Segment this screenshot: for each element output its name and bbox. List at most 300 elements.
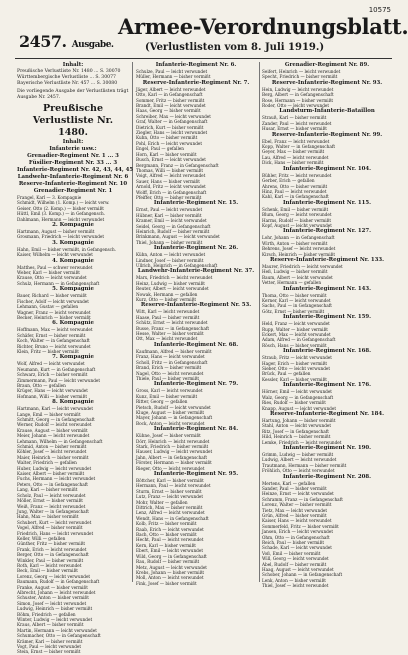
casualty-entry: Hörner, Emil — leicht verwundet (262, 389, 332, 395)
casualty-entry: Brand, Erich — bisher vermißt (136, 365, 202, 371)
issue-suffix: Ausgabe. (71, 40, 114, 50)
casualty-entry: Frank, Erich — leicht verwundet (17, 546, 87, 552)
casualty-entry: Scholl, Fritz — in Gefangenschaft (136, 359, 208, 365)
casualty-entry: Wagner, Franz — leicht verwundet (17, 309, 91, 315)
casualty-entry: Pfeiffer, Otto — bisher vermißt (136, 194, 202, 200)
unit-heading: Infanterie usw.: (49, 146, 97, 152)
casualty-entry: Horn, Karl — bisher vermißt (136, 151, 197, 157)
casualty-entry: Eckert, Max — leicht verwundet (262, 332, 331, 338)
casualty-entry: Lutz, Franz — leicht verwundet (136, 494, 204, 500)
casualty-entry: Maier, Heinrich — bisher vermißt (17, 454, 89, 460)
casualty-entry: Dahlmann, Hermann — leicht verwundet (17, 216, 105, 222)
casualty-entry: Hager, Erich — bisher vermißt (262, 360, 328, 366)
casualty-entry: Becker, Heinrich — bisher vermißt (17, 314, 91, 320)
casualty-entry: Schober, Johann — in Gefangenschaft (262, 572, 343, 578)
casualty-entry: Voigt, Alfred — leicht verwundet (136, 173, 206, 179)
casualty-entry: Otto, Karl — in Gefangenschaft (136, 92, 203, 98)
column-3 (262, 62, 392, 589)
unit-heading: Infanterie-Regiment Nr. 79. (153, 381, 239, 388)
casualty-entry: Schubert, Kurt — leicht verwundet (17, 519, 92, 525)
casualty-entry: Held, Franz — leicht verwundet (262, 321, 330, 327)
casualty-entry: Mertens, Karl — gefallen (262, 480, 316, 486)
casualty-list-column-2 (136, 62, 256, 586)
unit-heading: Reserve-Infanterie-Regiment Nr. 133. (270, 256, 384, 263)
casualty-entry: Hüttl, Emil (3. Komp.) — in Gefangensch. (17, 211, 106, 217)
casualty-entry: Müller, Hermann — bisher vermißt (136, 74, 211, 80)
casualty-entry: Lorenz, Georg — leicht verwundet (17, 573, 91, 579)
casualty-entry: Kolb, Fritz — bisher vermißt (136, 521, 197, 527)
unit-heading: 5. Kompagnie (52, 286, 94, 293)
unit-heading: Reserve-Infanterie-Regiment Nr. 99. (271, 131, 383, 138)
casualty-entry: Neumann, Kurt — in Gefangenschaft (17, 366, 96, 372)
casualty-entry: Kerner, Karl — leicht verwundet (262, 298, 331, 303)
casualty-entry: Ziegler, Hans — leicht verwundet (136, 130, 208, 136)
casualty-entry: Fröhlich, Otto — leicht verwundet (262, 468, 335, 474)
casualty-entry: Hübner, Karl — bisher vermißt (136, 212, 202, 218)
unit-heading: Reserve-Infanterie-Regiment Nr. 184. (270, 410, 384, 417)
casualty-entry: Lohr, Johann — in Gefangenschaft (262, 235, 335, 241)
casualty-entry: Harms, Rudolf — bisher vermißt (262, 217, 332, 223)
casualty-entry: Simon, Josef — leicht verwundet (17, 600, 87, 606)
casualty-entry: Götz, Ernst — bisher vermißt (262, 308, 325, 314)
casualty-entry: Wirth, Anton — bisher vermißt (262, 240, 328, 246)
unit-heading: Füsilier-Regiment Nr. 33 ... 3 (28, 160, 118, 166)
unit-heading: 8. Kompagnie (52, 399, 94, 406)
casualty-entry: Stark, Friedrich — bisher vermißt (136, 443, 209, 449)
casualty-entry: Köhler, Josef — leicht verwundet (17, 449, 87, 455)
casualty-entry: Wolff, Erich — in Gefangenschaft (136, 189, 207, 195)
unit-heading: Grenadier-Regiment Nr. 1 ... 3 (27, 153, 119, 159)
casualty-entry: Stahl, Anton — leicht verwundet (262, 423, 332, 429)
casualty-entry: Keller, Willi — gefallen (17, 535, 66, 541)
unit-heading: Infanterie-Regiment Nr. 26. (153, 245, 239, 252)
unit-heading: Infanterie-Regiment Nr. 208. (283, 473, 371, 480)
casualty-entry: Behrens, Josef — leicht verwundet (262, 246, 336, 252)
casualty-entry: Nowak, Hermann — gefallen (136, 291, 198, 297)
casualty-entry: Lau, Alfred — leicht verwundet (262, 154, 329, 160)
issue-number-value: 2457. (19, 32, 67, 51)
casualty-entry: Thiele, Paul — bisher vermißt (136, 375, 200, 381)
casualty-entry: Marx, Friedrich — leicht verwundet (136, 275, 213, 281)
casualty-entry: Hein, Ludwig — leicht verwundet (262, 86, 334, 92)
casualty-entry: Witt, Karl — leicht verwundet (136, 309, 200, 315)
casualty-entry: Zander, Paul — leicht verwundet (262, 120, 332, 126)
casualty-entry: Reich, Paul — bisher vermißt (262, 540, 324, 546)
toc-list (17, 69, 129, 87)
casualty-entry: Trautmann, Hermann — bisher vermißt (262, 462, 347, 468)
casualty-entry: Sommerfeld, Fritz — bisher vermißt (262, 523, 339, 529)
casualty-entry: Hahn, Emil — bisher vermißt, in Gefangensch. (17, 246, 117, 252)
casualty-entry: Hartmann, Karl — leicht verwundet (17, 406, 94, 412)
casualty-entry: Metz, August — leicht verwundet (136, 564, 207, 570)
unit-heading: Infanterie-Regiment Nr. 143. (283, 285, 371, 292)
unit-heading: Infanterie-Regiment Nr. 104. (283, 165, 371, 172)
casualty-entry: Hild, Heinrich — bisher vermißt (262, 434, 331, 440)
casualty-entry: Kaiser, Hans — leicht verwundet (262, 518, 332, 524)
casualty-entry: Jäger, Albert — leicht verwundet (136, 86, 206, 92)
casualty-entry: Meier, Johann — leicht verwundet (17, 433, 90, 439)
unit-heading: Reserve-Infanterie-Regiment Nr. 10 (18, 181, 128, 187)
casualty-entry: Ott, Max — leicht verwundet (136, 336, 198, 342)
casualty-entry: Ohm, Otto — in Gefangenschaft (262, 534, 330, 540)
casualty-entry: Winkler, Paul — bisher vermißt (17, 557, 84, 563)
casualty-entry: Ries, Rudolf — bisher vermißt (262, 400, 326, 406)
casualty-entry: Franz, Hans — leicht verwundet (136, 354, 205, 360)
casualty-entry: Lenk, Anton — bisher vermißt (262, 577, 326, 583)
casualty-entry: Lemke, Friedrich — leicht verwundet (262, 439, 342, 445)
casualty-entry: Heinrich, Rudolf — bisher vermißt (136, 228, 210, 234)
casualty-entry: Schade, Karl — leicht verwundet (262, 545, 332, 551)
casualty-entry: Baum, Albert — leicht verwundet (262, 274, 333, 280)
casualty-entry: Hahn, Max — bisher vermißt (17, 514, 79, 520)
casualty-entry: Gross, Karl — leicht verwundet (136, 388, 203, 394)
casualty-entry: Bach, Otto — bisher vermißt (136, 532, 197, 538)
casualty-entry: Geiser, Otto (2. Komp.) — bisher vermißt (17, 205, 104, 211)
casualty-entry: Krüger, Hans — leicht verwundet (17, 388, 88, 394)
casualty-entry: Sauer, Hans — bisher vermißt (136, 178, 200, 184)
casualty-entry: Fink, Josef — bisher vermißt (136, 580, 197, 586)
casualty-entry: Dick, Hans — bisher vermißt (262, 160, 324, 166)
casualty-entry: Tietz, Max — leicht verwundet (262, 507, 328, 513)
casualty-entry: Hesse, Walter — bisher vermißt (136, 331, 204, 337)
casualty-entry: Roth, Karl — leicht verwundet (17, 562, 82, 568)
casualty-entry: Voß, Emil — bisher vermißt (262, 550, 321, 556)
casualty-entry: Vogt, Paul — leicht verwundet (17, 644, 82, 650)
masthead-title: Armee-Verordnungsblatt. (118, 14, 408, 39)
casualty-entry: Brück, Paul — gefallen (262, 371, 311, 377)
casualty-entry: Martin, Hermann — leicht verwundet (17, 627, 97, 633)
casualty-entry: Ahrens, Otto — bisher vermißt (262, 183, 328, 189)
casualty-entry: Böhm, Friedrich — gefallen (17, 611, 76, 617)
column-1 (17, 62, 134, 655)
casualty-entry: Stein, Ernst — bisher vermißt (17, 649, 81, 655)
issue-note: Die vorliegende Ausgabe der Verlustlisten trägt Ausgabe Nr. 2457. (17, 89, 129, 100)
casualty-entry: Günther, Fritz — bisher vermißt (17, 541, 86, 547)
casualty-entry: Ullrich, Heinrich — in Gefangenschaft (136, 263, 218, 268)
casualty-entry: Abel, Rudolf — bisher vermißt (262, 561, 327, 567)
casualty-entry: Heinze, Ernst — leicht verwundet (262, 491, 334, 497)
casualty-entry: Sieber, Otto — leicht verwundet (262, 366, 331, 372)
header-rule (15, 58, 392, 59)
casualty-entry: Schenk, Emil — bisher vermißt (262, 206, 329, 212)
casualty-entry: Walz, Georg — in Gefangenschaft (262, 394, 334, 400)
unit-heading: Infanterie-Regiment Nr. 159. (283, 314, 371, 321)
casualty-entry: Kopp, Walter — in Gefangenschaft (262, 144, 336, 150)
casualty-entry: Seidel, Georg — in Gefangenschaft (136, 223, 211, 229)
casualty-entry: Ludwig, Heinrich — bisher vermißt (17, 606, 93, 612)
casualty-entry: Wild, Georg — in Gefangenschaft (136, 553, 207, 559)
casualty-entry: Kaiser, Wilhelm — leicht verwundet (17, 252, 93, 258)
casualty-entry: Lenz, Alfred — leicht verwundet (136, 510, 205, 516)
unit-heading: Reserve-Infanterie-Regiment Nr. 93. (271, 79, 383, 86)
casualty-entry: Ernst, Paul — leicht verwundet (136, 207, 203, 213)
casualty-entry: Moll, Anton — leicht verwundet (136, 575, 204, 581)
casualty-entry: Pohl, Erich — leicht verwundet (136, 140, 203, 146)
casualty-entry: Schumacher, Otto — in Gefangenschaft (17, 633, 101, 639)
casualty-entry: Lorenz, Walter — bisher vermißt (262, 502, 332, 508)
casualty-entry: Matthes, Paul — schwer verwundet (17, 264, 93, 270)
casualty-entry: Jansen, Erich — leicht verwundet (262, 529, 334, 535)
casualty-entry: Kaufmann, Alfred — bisher vermißt (136, 348, 212, 354)
casualty-entry: Maurer, Friedrich — leicht verwundet (262, 263, 343, 269)
unit-heading: Infanterie-Regiment Nr. 115. (283, 199, 371, 206)
casualty-entry: Weiß, Franz — leicht verwundet (17, 503, 86, 509)
casualty-entry: Grimm, Ludwig — bisher vermißt (262, 451, 334, 457)
casualty-entry: Zimmermann, Paul — leicht verwundet (17, 377, 101, 383)
casualty-entry: Lang, Karl — bisher vermißt (17, 487, 78, 493)
casualty-entry: Rösch, Hans — bisher vermißt (262, 342, 327, 348)
casualty-entry: Ebert, Emil — leicht verwundet (136, 548, 203, 554)
casualty-entry: Grün, Alfred — bisher vermißt (262, 513, 327, 518)
casualty-entry: Thiel, Josef — leicht verwundet (262, 583, 329, 589)
casualty-entry: Busse, Franz — in Gefangenschaft (136, 325, 210, 331)
casualty-entry: Kessler, Karl — bisher vermißt (262, 376, 327, 382)
casualty-entry: Vogel, Alfred — bisher vermißt (17, 525, 83, 531)
casualty-entry: Bergmann, Franz — in Gefangenschaft (136, 162, 219, 168)
casualty-entry: Hofmann, Willi — bisher vermißt (17, 393, 87, 399)
unit-heading: 2. Kompagnie (52, 222, 94, 229)
casualty-entry: Geyer, Max — bisher vermißt (262, 149, 325, 155)
issue-number (19, 32, 114, 51)
casualty-entry: Berger, Otto — in Gefangenschaft (17, 552, 89, 558)
unit-heading: Infanterie-Regiment Nr. 84. (153, 426, 239, 433)
casualty-entry: Ludwig, Albert — leicht verwundet (262, 457, 337, 463)
list-title: Preußische Verlustliste Nr. 1480. (32, 103, 114, 138)
casualty-entry: Hartung, Johann — bisher vermißt (262, 417, 336, 423)
casualty-entry: Pietsch, Rudolf — leicht verwundet (136, 404, 211, 410)
masthead-subtitle: (Verlustlisten vom 8. Juli 1919.) (145, 42, 325, 53)
casualty-entry: Berg, Albert — in Gefangenschaft (262, 92, 334, 98)
unit-heading: Infanterie-Regiment Nr. 68. (153, 341, 239, 348)
casualty-entry: Schreiber, Max — leicht verwundet (136, 113, 211, 119)
casualty-entry: Krause, Otto — leicht verwundet (17, 275, 87, 281)
casualty-entry: Hermann, Paul — leicht verwundet (136, 483, 211, 489)
casualty-entry: Haase, Paul — bisher vermißt (136, 314, 200, 320)
unit-heading: Infanterie-Regiment Nr. 127. (283, 228, 371, 235)
casualty-entry: Lehmann, Gustav — gefallen (17, 304, 79, 310)
unit-heading: 7. Kompagnie (52, 354, 94, 361)
toc-item: Württembergische Verlustliste ... S. 30077 (17, 75, 116, 80)
column-divider-2 (259, 62, 260, 582)
casualty-entry: Blum, Georg — leicht verwundet (262, 212, 332, 218)
casualty-entry: Mohr, Walter — gefallen (136, 499, 188, 505)
unit-heading: Infanterie-Regiment Nr. 15. (153, 200, 239, 207)
casualty-entry: Busch, Ernst — leicht verwundet (136, 157, 206, 163)
unit-heading: Infanterie-Regiment Nr. 6. (155, 62, 237, 68)
casualty-entry: Jung, Walter — in Gefangenschaft (17, 508, 89, 514)
casualty-entry: Thomas, Willi — bisher vermißt (136, 167, 204, 173)
casualty-list-column-1 (17, 146, 134, 655)
casualty-entry: Lindner, Josef — bisher vermißt (136, 257, 204, 263)
unit-heading: Infanterie-Regiment Nr. 176. (283, 382, 371, 389)
casualty-entry: Franke, August — bisher vermißt (17, 584, 88, 590)
column-divider-1 (132, 62, 133, 582)
unit-heading: 6. Kompagnie (52, 320, 94, 327)
casualty-entry: Bauer, Richard — bisher vermißt (17, 293, 87, 299)
casualty-entry: Thoma, Otto — bisher vermißt (262, 292, 327, 298)
casualty-entry: Kuhn, Otto — bisher vermißt (136, 135, 198, 141)
casualty-entry: Reuter, Albert — leicht verwundet (136, 286, 209, 292)
casualty-entry: Will, Georg — leicht verwundet (262, 556, 329, 562)
casualty-entry: Gerber, Erich — gefallen (262, 178, 315, 184)
casualty-entry: Schramm, Franz — in Gefangenschaft (262, 496, 343, 502)
casualty-entry: Kurz, Otto — bisher vermißt (136, 297, 197, 303)
casualty-entry: Grosmann, Friedrich — leicht verwundet (17, 234, 105, 240)
unit-heading: 3. Kompagnie (52, 239, 94, 246)
casualty-entry: Kluge, August — bisher vermißt (136, 409, 205, 415)
toc-item: Preußische Verlustliste Nr. 1480 ... S. 30070 (17, 69, 121, 74)
casualty-entry: Husar, Ernst — bisher vermißt (262, 126, 327, 132)
unit-heading: Infanterie-Regiment Nr. 190. (283, 444, 371, 451)
toc-heading: Inhalt: (62, 62, 84, 68)
unit-heading: Reserve-Infanterie-Regiment Nr. 7. (142, 79, 250, 86)
casualty-entry: Heinz, Ludwig — bisher vermißt (136, 280, 205, 286)
casualty-entry: Sachs, Paul — in Gefangenschaft (262, 303, 332, 309)
casualty-entry: Mayer, Johann — in Gefangenschaft (136, 415, 213, 421)
casualty-entry: Thiel, Johann — bisher vermißt (136, 239, 203, 245)
casualty-entry: Klein, Fritz — bisher vermißt (17, 348, 79, 354)
casualty-entry: Dittrich, Max — bisher vermißt (136, 505, 203, 511)
casualty-entry: Rau, Rudolf — bisher vermißt (136, 559, 200, 565)
casualty-entry: Graf, Walter — in Gefangenschaft (136, 119, 208, 125)
casualty-entry: Kahl, Karl — in Gefangenschaft (262, 194, 329, 200)
casualty-entry: Kirsch, Heinrich — bisher vermißt (262, 251, 336, 257)
casualty-entry: Fuchs, Hermann — leicht verwundet (17, 476, 96, 482)
casualty-entry: Haas, Georg — bisher vermißt (136, 108, 201, 114)
casualty-entry: Schuster, Anton — bisher vermißt (17, 595, 89, 601)
casualty-entry: Haag, August — leicht verwundet (262, 567, 334, 573)
casualty-entry: Brinkmann, August — leicht verwundet (136, 234, 220, 240)
casualty-entry: Schmid, Anton — bisher vermißt (17, 444, 87, 450)
casualty-entry: Hinz, Paul — leicht verwundet (262, 188, 327, 194)
casualty-entry: Engel, Paul — gefallen (136, 146, 184, 152)
casualty-entry: Kopf, August — leicht verwundet (262, 222, 332, 228)
casualty-entry: Lehmann, Wilhelm — in Gefangenschaft (17, 438, 103, 444)
casualty-entry: Kern, Karl — bisher vermißt (136, 542, 196, 548)
casualty-entry: Krause, August — bisher vermißt (17, 427, 88, 433)
casualty-list-column-3 (262, 62, 392, 589)
casualty-entry: Krämer, Karl — bisher vermißt (17, 638, 83, 644)
casualty-entry: Raab, Erich — leicht verwundet (136, 526, 204, 532)
casualty-entry: Werner, Rudolf — leicht verwundet (17, 422, 92, 428)
unit-heading: Landwehr-Infanterie-Regiment Nr. 6 (17, 174, 129, 180)
casualty-entry: Kaiser, Albert — bisher vermißt (17, 471, 85, 477)
unit-heading: Landwehr-Infanterie-Regiment Nr. 37. (137, 268, 255, 275)
unit-heading: Infanterie-Regiment Nr. 42, 43, 44, 45 (17, 167, 134, 173)
casualty-entry: Böttcher, Karl — bisher vermißt (136, 478, 204, 483)
casualty-entry: Schmitt, Georg — in Gefangenschaft (17, 417, 95, 422)
casualty-entry: Jahn, Albert — in Gefangenschaft (136, 454, 207, 460)
casualty-entry: Koch, Walter — in Gefangenschaft (17, 338, 90, 344)
casualty-entry: Fischer, Adolf — leicht verwundet (17, 298, 89, 304)
casualty-entry: Vetter, Hermann — gefallen (262, 280, 322, 286)
casualty-entry: Friedrich, Hans — leicht verwundet (17, 530, 94, 536)
casualty-entry: Wolf, Alfred — leicht verwundet (17, 361, 85, 367)
unit-heading: Grenadier-Regiment Nr. 89. (284, 62, 370, 68)
casualty-entry: Schütz, Ernst — leicht verwundet (136, 320, 208, 326)
casualty-entry: Strauß, Karl — bisher vermißt (262, 115, 327, 121)
casualty-entry: Bock, Anton — leicht verwundet (136, 420, 205, 426)
casualty-entry: Schwarz, Erich — bisher vermißt (17, 372, 88, 378)
casualty-entry: Weber, Karl — bisher vermißt (17, 270, 80, 276)
casualty-entry: Rose, Hermann — bisher vermißt (262, 97, 334, 103)
casualty-entry: Walter, Friedrich — gefallen (17, 460, 77, 466)
casualty-entry: Roder, Otto — leicht verwundet (262, 103, 330, 109)
casualty-entry: Sander, Paul — bisher vermißt (262, 485, 327, 491)
casualty-entry: Specht, Friedrich — bisher vermißt (262, 74, 338, 80)
casualty-entry: Peters, Otto — in Gefangenschaft (17, 481, 88, 487)
casualty-entry: Krebs, Johann — bisher vermißt (136, 569, 205, 575)
casualty-entry: Hartmann, August — bisher vermißt (17, 229, 95, 235)
casualty-entry: Sommer, Fritz — bisher vermißt (136, 97, 205, 103)
casualty-entry: Brandt, Emil — leicht verwundet (136, 103, 206, 109)
casualty-entry: Schulz, Hermann — in Gefangenschaft (17, 280, 100, 286)
casualty-entry: Kühne, Josef — bisher vermißt (136, 433, 201, 439)
toc-item: Bayerische Verlustliste Nr. 457 ... S. 30080 (17, 81, 118, 86)
casualty-entry: Braun, Otto — gefallen (17, 382, 66, 388)
casualty-entry: Sturm, Ernst — bisher vermißt (136, 488, 202, 494)
casualty-entry: Albrecht, Johann — leicht verwundet (17, 590, 96, 595)
casualty-entry: Wendt, Hans — in Gefangenschaft (136, 515, 209, 521)
casualty-entry: Möller, Ernst — bisher vermißt (17, 498, 83, 504)
casualty-entry: Hecht, Paul — leicht verwundet (136, 537, 204, 543)
casualty-entry: Förster, Hermann — bisher vermißt (136, 460, 212, 466)
casualty-entry: Ritz, Josef — in Gefangenschaft (262, 428, 329, 434)
unit-heading: 4. Kompagnie (52, 257, 94, 264)
casualty-entry: Huber, Ludwig — leicht verwundet (17, 465, 92, 471)
casualty-entry: Seifert, Heinrich — leicht verwundet (262, 69, 341, 74)
unit-heading: Reserve-Infanterie-Regiment Nr. 53. (140, 302, 252, 309)
casualty-entry: Hoffmann, Max — leicht verwundet (17, 327, 93, 333)
unit-heading: Infanterie-Regiment Nr. 168. (283, 348, 371, 355)
unit-heading: Infanterie-Regiment Nr. 95. (153, 471, 239, 477)
casualty-entry: Frangel, Karl — 3. Kompagnie (17, 195, 82, 200)
casualty-entry: Kramer, Emil — leicht verwundet (136, 218, 207, 224)
casualty-entry: Knapp, August — leicht verwundet (262, 405, 337, 411)
unit-heading: Landsturm-Infanterie-Bataillon (279, 108, 375, 115)
casualty-entry: Beck, Emil — bisher vermißt (17, 568, 78, 574)
casualty-entry: Schmidt, Wilhelm (1. Komp.) — leicht verw. (17, 200, 110, 206)
casualty-entry: Heß, Ludwig — bisher vermißt (262, 269, 328, 275)
page-number: 10575 (368, 6, 391, 14)
casualty-entry: Bühler, Fritz — leicht verwundet (262, 172, 332, 178)
casualty-entry: Richter, Bruno — leicht verwundet (17, 343, 91, 349)
casualty-entry: Nagel, Otto — leicht verwundet (136, 370, 204, 376)
casualty-entry: Dörr, Heinrich — leicht verwundet (136, 438, 210, 444)
casualty-entry: Kraus, Albert — bisher vermißt (17, 622, 84, 628)
casualty-entry: Dietrich, Kurt — bisher vermißt (136, 124, 204, 130)
casualty-entry: Kühn, Anton — leicht verwundet (136, 252, 206, 258)
list-contents-heading: Inhalt: (62, 139, 84, 145)
casualty-entry: Schulze, Paul — leicht verwundet (136, 69, 208, 74)
casualty-entry: Adam, Alfred — in Gefangenschaft (262, 337, 336, 343)
casualty-entry: Winter, Ludwig — leicht verwundet (17, 617, 93, 623)
casualty-entry: Hauser, Ludwig — leicht verwundet (136, 449, 213, 455)
casualty-entry: Ritter, Georg — gefallen (136, 399, 188, 405)
column-2 (136, 62, 256, 584)
casualty-entry: Arnold, Fritz — leicht verwundet (136, 184, 206, 190)
casualty-entry: Baumann, Rudolf — in Gefangenschaft (17, 579, 100, 585)
casualty-entry: Scholz, Paul — leicht verwundet (17, 492, 86, 498)
casualty-entry: Kunz, Emil — bisher vermißt (136, 393, 198, 399)
casualty-entry: Rupp, Walter — bisher vermißt (262, 326, 328, 332)
unit-heading: Grenadier-Regiment Nr. 1 (33, 188, 113, 194)
casualty-entry: Lange, Emil — bisher vermißt (17, 411, 81, 417)
casualty-entry: Straub, Fritz — leicht verwundet (262, 355, 332, 361)
casualty-entry: Rieger, Otto — leicht verwundet (136, 465, 205, 471)
casualty-entry: Schäfer, Ernst — bisher vermißt (17, 332, 86, 338)
casualty-entry: Ebel, Franz — leicht verwundet (262, 138, 330, 144)
